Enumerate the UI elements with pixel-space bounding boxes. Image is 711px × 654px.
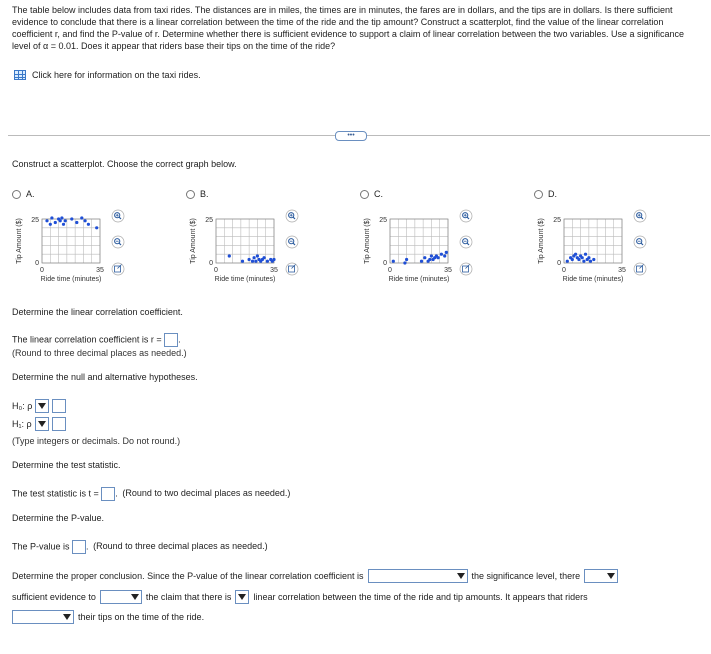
choice-letter: B.	[200, 189, 209, 199]
data-point	[263, 256, 266, 259]
data-point	[574, 253, 577, 256]
chevron-down-icon	[63, 614, 71, 620]
table-icon	[14, 70, 26, 80]
scatterplot-b	[186, 205, 326, 295]
zoom-out-icon[interactable]	[286, 236, 298, 248]
data-point	[430, 254, 433, 257]
chevron-down-icon	[457, 573, 465, 579]
y-tick-bottom: 0	[383, 260, 387, 267]
y-tick-top: 25	[379, 217, 387, 224]
data-point	[49, 223, 52, 226]
scatter-prompt: Construct a scatterplot. Choose the correct graph below.	[12, 159, 237, 169]
x-axis-label: Ride time (minutes)	[214, 276, 276, 283]
x-axis-label: Ride time (minutes)	[562, 276, 624, 283]
data-point	[60, 216, 63, 219]
t-prompt: The test statistic is t =	[12, 488, 99, 499]
y-tick-bottom: 0	[35, 260, 39, 267]
zoom-in-icon[interactable]	[634, 210, 646, 222]
data-point	[80, 216, 83, 219]
radio-button[interactable]	[12, 190, 21, 199]
data-point	[50, 216, 53, 219]
h0-row	[12, 399, 66, 413]
zoom-out-icon[interactable]	[634, 236, 646, 248]
conclusion-part4: the claim that there is	[145, 592, 232, 602]
data-point	[571, 258, 574, 261]
zoom-in-icon[interactable]	[112, 210, 124, 222]
data-point	[54, 221, 57, 224]
x-tick-left: 0	[214, 267, 218, 274]
data-point	[272, 258, 275, 261]
y-tick-top: 25	[205, 217, 213, 224]
chevron-down-icon	[131, 594, 139, 600]
y-tick-top: 25	[553, 217, 561, 224]
zoom-in-icon[interactable]	[286, 210, 298, 222]
data-point	[253, 256, 256, 259]
info-link-text[interactable]: Click here for information on the taxi rides.	[32, 70, 201, 80]
data-point	[87, 223, 90, 226]
conclusion-part5: linear correlation between the time of the ride and tip amounts. It appears that riders	[253, 592, 588, 602]
expand-icon[interactable]	[286, 263, 298, 275]
r-input[interactable]	[164, 333, 178, 347]
more-button[interactable]: •••	[335, 131, 367, 141]
r-prompt-row: The linear correlation coefficient is r = .	[12, 333, 181, 347]
r-prompt: The linear correlation coefficient is r =	[12, 334, 162, 345]
conclusion-row-2	[12, 590, 588, 604]
p-prompt: The P-value is	[12, 541, 70, 552]
h0-value-input[interactable]	[52, 399, 66, 413]
there-is-select[interactable]	[584, 569, 618, 583]
data-point	[581, 256, 584, 259]
support-select[interactable]	[100, 590, 142, 604]
conclusion-row-1	[12, 569, 618, 583]
data-point	[95, 226, 98, 229]
scatterplot-a	[12, 205, 152, 295]
conclusion-part6: their tips on the time of the ride.	[78, 612, 205, 622]
x-axis-label: Ride time (minutes)	[40, 276, 102, 283]
y-axis-label: Tip Amount ($)	[538, 218, 545, 264]
data-point	[70, 217, 73, 220]
data-point	[577, 258, 580, 261]
y-tick-bottom: 0	[209, 260, 213, 267]
y-tick-bottom: 0	[557, 260, 561, 267]
x-tick-left: 0	[562, 267, 566, 274]
radio-button[interactable]	[534, 190, 543, 199]
choice-letter: A.	[26, 189, 35, 199]
chevron-down-icon	[238, 594, 246, 600]
x-tick-right: 35	[96, 267, 104, 274]
h0-operator-select[interactable]	[35, 399, 49, 413]
chevron-down-icon	[607, 573, 615, 579]
conclusion-part1: Determine the proper conclusion. Since the P-value of the linear correlation coefficient is	[12, 571, 364, 581]
x-tick-right: 35	[444, 267, 452, 274]
y-tick-top: 25	[31, 217, 39, 224]
p-note: (Round to three decimal places as needed.)	[93, 541, 268, 552]
y-axis-label: Tip Amount ($)	[16, 218, 23, 264]
t-heading: Determine the test statistic.	[12, 460, 121, 470]
x-tick-left: 0	[388, 267, 392, 274]
a-select[interactable]	[235, 590, 249, 604]
chevron-down-icon	[38, 403, 46, 409]
data-point	[392, 260, 395, 263]
x-axis-label: Ride time (minutes)	[388, 276, 450, 283]
conclusion-part2: the significance level, there	[471, 571, 581, 581]
h1-operator-select[interactable]	[35, 417, 49, 431]
expand-icon[interactable]	[634, 263, 646, 275]
choice-letter: C.	[374, 189, 383, 199]
plot-grid	[216, 219, 274, 263]
plot-grid	[390, 219, 448, 263]
pvalue-compare-select[interactable]	[368, 569, 468, 583]
data-point	[566, 260, 569, 263]
base-select[interactable]	[12, 610, 74, 624]
zoom-out-icon[interactable]	[460, 236, 472, 248]
h0-label: H₀: ρ	[12, 401, 33, 411]
data-point	[428, 258, 431, 261]
data-point	[62, 223, 65, 226]
data-point	[266, 260, 269, 263]
data-point	[84, 219, 87, 222]
chevron-down-icon	[38, 421, 46, 427]
t-note: (Round to two decimal places as needed.)	[122, 488, 291, 499]
data-point	[251, 260, 254, 263]
choice-b[interactable]	[186, 189, 209, 199]
data-point	[592, 258, 595, 261]
p-input[interactable]	[72, 540, 86, 554]
h1-value-input[interactable]	[52, 417, 66, 431]
hyp-note: (Type integers or decimals. Do not round.)	[12, 436, 181, 446]
scatterplot-d	[534, 205, 674, 295]
hyp-heading: Determine the null and alternative hypotheses.	[12, 372, 198, 382]
data-point	[405, 258, 408, 261]
p-prompt-row: The P-value is . (Round to three decimal places as needed.)	[12, 540, 268, 554]
conclusion-row-3	[12, 610, 204, 624]
conclusion-part3: sufficient evidence to	[12, 592, 96, 602]
data-point	[582, 260, 585, 263]
choice-letter: D.	[548, 189, 557, 199]
t-prompt-row: The test statistic is t = . (Round to two decimal places as needed.)	[12, 487, 290, 501]
data-point	[443, 254, 446, 257]
data-point	[403, 261, 406, 264]
t-input[interactable]	[101, 487, 115, 501]
data-point	[420, 260, 423, 263]
data-point	[423, 256, 426, 259]
data-point	[45, 219, 48, 222]
y-axis-label: Tip Amount ($)	[364, 218, 371, 264]
y-axis-label: Tip Amount ($)	[190, 218, 197, 264]
p-heading: Determine the P-value.	[12, 513, 105, 523]
choice-c[interactable]	[360, 189, 383, 199]
data-point	[584, 253, 587, 256]
choice-a[interactable]	[12, 189, 35, 199]
problem-statement: The table below includes data from taxi rides. The distances are in miles, the times are in minutes, the fares are in dollars, and the tips are in dollars. Is there sufficient evidence to conclude that there is a linear correlation between the time of the ride and the tip amount? Construct a scatterplot, find the value of the linear correlation coefficient r, and find the P-value of r. Determine whether there is sufficient evidence to support a claim of linear correlation between the two variables. Use a significance level of α = 0.01. Does it appear that riders base their tips on the time of the ride?	[12, 5, 685, 51]
expand-icon[interactable]	[460, 263, 472, 275]
scatterplot-c	[360, 205, 500, 295]
data-point	[587, 256, 590, 259]
data-point	[248, 258, 251, 261]
data-point	[75, 221, 78, 224]
radio-button[interactable]	[186, 190, 195, 199]
data-point	[256, 254, 259, 257]
info-link[interactable]	[14, 70, 201, 80]
data-point	[254, 260, 257, 263]
data-point	[228, 254, 231, 257]
zoom-out-icon[interactable]	[112, 236, 124, 248]
data-point	[589, 260, 592, 263]
r-note: (Round to three decimal places as needed.)	[12, 348, 187, 358]
choice-d[interactable]	[534, 189, 557, 199]
data-point	[445, 251, 448, 254]
zoom-in-icon[interactable]	[460, 210, 472, 222]
x-tick-right: 35	[618, 267, 626, 274]
x-tick-left: 0	[40, 267, 44, 274]
expand-icon[interactable]	[112, 263, 124, 275]
data-point	[437, 256, 440, 259]
data-point	[59, 219, 62, 222]
data-point	[64, 219, 67, 222]
data-point	[241, 260, 244, 263]
h1-label: H₁: ρ	[12, 419, 32, 429]
h1-row	[12, 417, 66, 431]
radio-button[interactable]	[360, 190, 369, 199]
r-heading: Determine the linear correlation coefficient.	[12, 307, 183, 317]
data-point	[440, 253, 443, 256]
x-tick-right: 35	[270, 267, 278, 274]
